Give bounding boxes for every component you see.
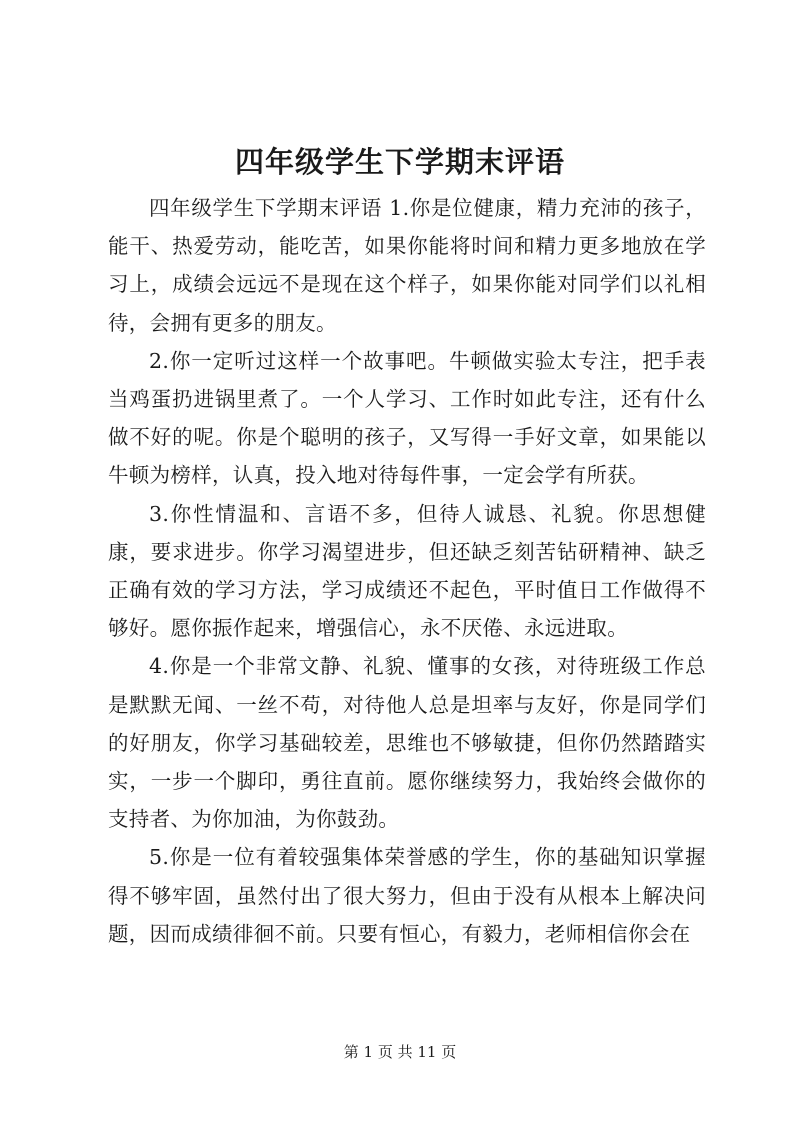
page-footer-indicator: 第 1 页 共 11 页 — [343, 1043, 457, 1061]
paragraph-2: 2.你一定听过这样一个故事吧。牛顿做实验太专注，把手表当鸡蛋扔进锅里煮了。一个人学习、工作时如此专注，还有什么做不好的呢。你是个聪明的孩子，又写得一手好文章，如果能以牛顿为榜样，认真，投入地对待每件事，一定会学有所获。 — [108, 348, 706, 488]
document-title: 四年级学生下学期末评语 — [234, 145, 565, 179]
document-body — [108, 189, 706, 953]
paragraph-1: 四年级学生下学期末评语 1.你是位健康，精力充沛的孩子，能干、热爱劳动，能吃苦，如果你能将时间和精力更多地放在学习上，成绩会远远不是现在这个样子，如果你能对同学们以礼相待，会拥有更多的朋友。 — [108, 196, 706, 335]
paragraph-5: 5.你是一位有着较强集体荣誉感的学生，你的基础知识掌握得不够牢固，虽然付出了很大努力，但由于没有从根本上解决问题，因而成绩徘徊不前。只要有恒心，有毅力，老师相信你会在 — [108, 845, 706, 946]
paragraph-4: 4.你是一个非常文静、礼貌、懂事的女孩，对待班级工作总是默默无闻、一丝不苟，对待他人总是坦率与友好，你是同学们的好朋友，你学习基础较差，思维也不够敏捷，但你仍然踏踏实实，一步一个脚印，勇往直前。愿你继续努力，我始终会做你的支持者、为你加油，为你鼓劲。 — [108, 654, 706, 832]
paragraph-3: 3.你性情温和、言语不多，但待人诚恳、礼貌。你思想健康，要求进步。你学习渴望进步，但还缺乏刻苦钻研精神、缺乏正确有效的学习方法，学习成绩还不起色，平时值日工作做得不够好。愿你振作起来，增强信心，永不厌倦、永远进取。 — [108, 501, 706, 641]
